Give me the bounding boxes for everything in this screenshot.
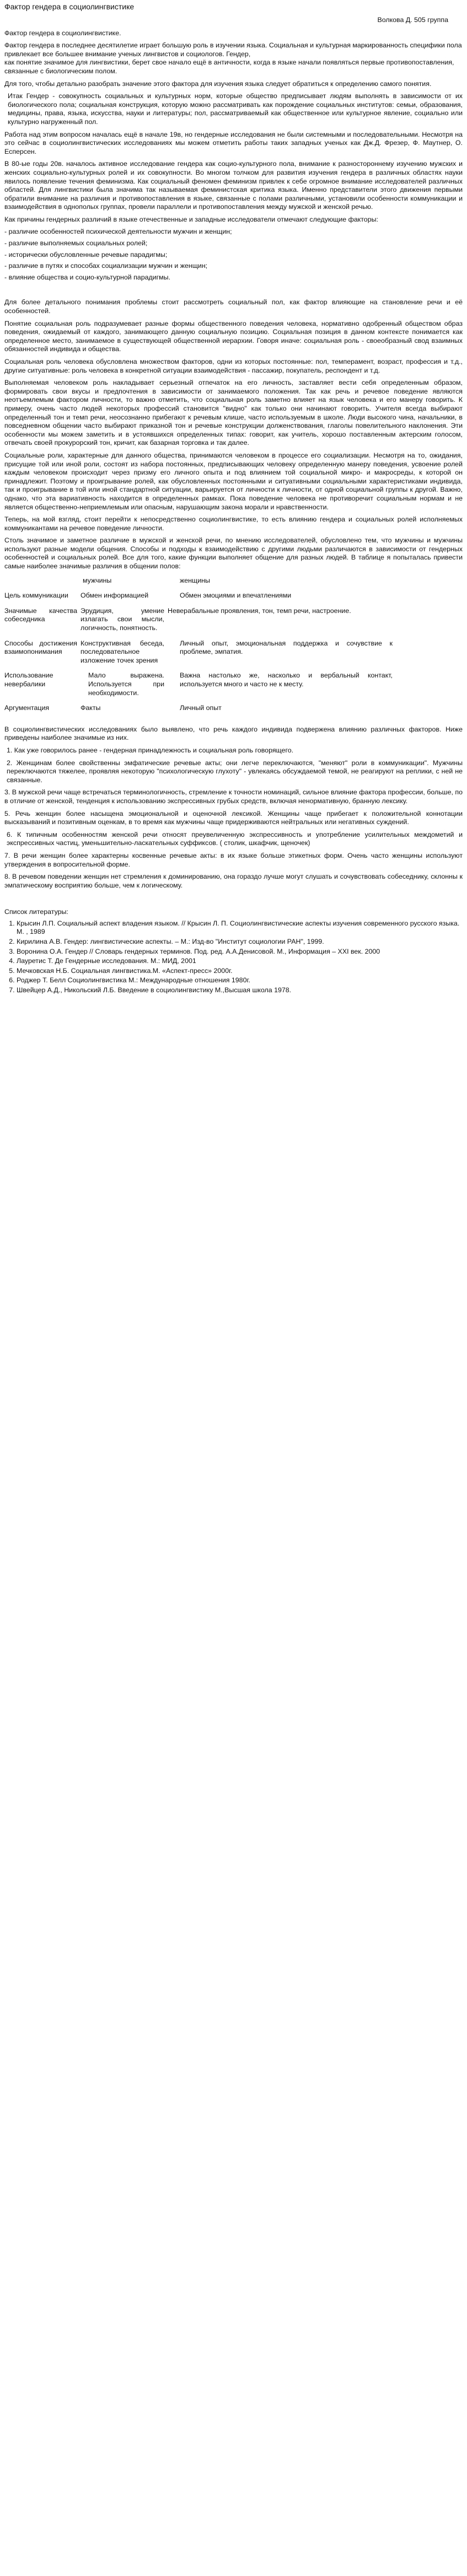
paragraph-transition: Теперь, на мой взгляд, стоит перейти к непосредственно социолингвистике, то есть влиянию гендера и социальных ролей исполняемых коммуникантами на речевое поведение личности. xyxy=(4,515,463,532)
comparison-table xyxy=(4,575,396,718)
paragraph-goal: Для того, чтобы детально разобрать значение этого фактора для изучения языка следует обратиться к определению самого понятия. xyxy=(4,79,432,88)
reference-item: 1. Крысин Л.П. Социальный аспект владения языком. // Крысин Л. П. Социолингвистические аспекты изучения современного русского языка. М. , 1989 xyxy=(17,919,463,937)
intro-line: как понятие значимое для лингвистики, берет свое начало ещё в античности, когда в языке начали появляться первые противопоставления, xyxy=(4,58,454,67)
list-item: - влияние общества и социо-культурной парадигмы. xyxy=(4,273,171,281)
table-cell: Эрудиция, умение излагать свои мысли, логичность, понятность. xyxy=(80,606,164,632)
table-cell: Личный опыт, эмоциональная поддержка и сочувствие к проблеме, эмпатия. xyxy=(180,639,393,656)
paragraph-feminism: В 80-ые годы 20в. началось активное исследование гендера как социо-культурного пола, внимание к разностороннему изучению мужских и женских социально-культурных ролей и их совокупности. Во многом толчком для развития изучения гендера в различных областях науки явилось появление течения феминизма. Как социальный феномен феминизм привлек к себе огромное внимание исследователей различных областей. Для лингвистики была значима так называемая феминистская критика языка. Именно представители этого движения первыми обратили внимание на различия и противопоставления в языке, связанные с полами различными, установили особенности коммуникации и взаимодействия в однополых группах, провели параллели и противопоставления между мужской и женской речью. xyxy=(4,160,463,211)
spacer xyxy=(4,894,463,908)
table-header-cell: женщины xyxy=(180,576,210,584)
list-item: 6. К типичным особенностям женской речи относят преувеличенную экспрессивность и употребление усилительных междометий и экспрессивных частиц, уменьшительно-ласкательных суффиксов. ( столик, шкафчик, щеночек) xyxy=(7,830,463,847)
paragraph-male-female: Столь значимое и заметное различие в мужской и женской речи, по мнению исследователей, обусловлено тем, что мужчины и мужчины используют разные модели общения. Способы и подходы к взаимодействию с другими людьми различаются в зависимости от гендерных особенностей и социальных ролей. Все для того, какие функции выполняет общение для разных людей. В таблице я попыталась привести самые наиболее значимые различия в общении полов: xyxy=(4,536,463,571)
list-item: - различие особенностей психической деятельности мужчин и женщин; xyxy=(4,228,232,236)
list-item: 1. Как уже говорилось ранее - гендерная принадлежность и социальная роль говорящего. xyxy=(7,746,294,754)
list-item: 3. В мужской речи чаще встречаться терминологичность, стремление к точности номинаций, сильное влияние фактора профессии, больше, по в отличие от женской, тенденция к использованию экспрессивных грубых средств, включая ненормативную, бранную лексику. xyxy=(4,788,463,805)
reference-item: 2. Кирилина А.В. Гендер: лингвистические аспекты. – М.: Изд-во "Институт социологии РАН", 1999. xyxy=(17,938,463,946)
paragraph-research: В социолингвистических исследованиях было выявлено, что речь каждого индивида подвержена влиянию различных факторов. Ниже приведены наиболее значимые из них. xyxy=(4,725,463,742)
page-title: Фактор гендера в социолингвистике xyxy=(4,2,135,11)
intro-block xyxy=(4,29,463,76)
table-cell: Значимые качества собеседника xyxy=(4,606,77,623)
paragraph-history: Работа над этим вопросом началась ещё в начале 19в, но гендерные исследования не были системными и последовательными. Несмотря на это сейчас в социолингвистических исследованиях мы можем отметить работы таких западных ученых как Дж.Д. Фрезер, Ф. Маутнер, О. Есперсен. xyxy=(4,130,463,155)
paragraph-social-role: Понятие социальная роль подразумевает разные формы общественного поведения человека, нормативно одобренный обществом образ поведения, ожидаемый от каждого, занимающего данную социальную позицию. Социальная позиция в данном контексте понимается как определенное место, занимаемое в существующей общественной иерархии. Говоря иначе: социальная роль - своеобразный свод взаимных обязанностей индивида и общества. xyxy=(4,319,463,353)
list-item: 5. Речь женщин более насыщена эмоциональной и оценочной лексикой. Женщины чаще прибегает к положительной коннотации высказываний и позитивным оценкам, в то время как мужчины чаще придерживаются нейтральных или негативных суждений. xyxy=(4,809,463,826)
table-cell: Важна настолько же, насколько и вербальный контакт, используется много и часто не к месту. xyxy=(180,671,393,688)
document-page xyxy=(0,0,467,1008)
reference-item: 4. Лауретис Т. Де Гендерные исследования. М.: МИД, 2001 xyxy=(17,957,463,966)
table-row xyxy=(4,702,396,718)
reference-item: 3. Воронина О.А. Гендер // Словарь гендерных терминов. Под. ред. А.А.Денисовой. М., Информация – XXI век. 2000 xyxy=(17,948,463,956)
table-cell: Обмен информацией xyxy=(80,591,149,600)
points-list xyxy=(4,746,463,890)
table-header-cell: мужчины xyxy=(83,576,112,584)
paragraph-socialization: Социальные роли, характерные для данного общества, принимаются человеком в процессе его социализации. Несмотря на то, ожидания, присущие той или иной роли, состоят из набора постоянных, предписывающих человеку определенную манеру поведения, усвоение ролей каждым человеком происходит через призму его личного опыта и под влиянием той социальной микро- и макросреды, к которой он принадлежит. Поэтому и проигрывание ролей, как обусловленных постоянными и ситуативными социальными характеристиками индивида, так и проигрывание в той или иной стандартной ситуации, варьируется от личности к личности, от одной социальной группы к другой. Важно, однако, что эта вариативность находится в определенных рамках. Пока поведение человека не противоречит социальным нормам и не является общественно-неприемлемым или опасным, нарушающим закона морали и нравственности. xyxy=(4,451,463,511)
table-row xyxy=(4,605,396,638)
table-row xyxy=(4,638,396,670)
table-header-cell xyxy=(4,575,80,590)
list-item: - исторически обусловленные речевые парадигмы; xyxy=(4,250,168,259)
author-line: Волкова Д. 505 группа xyxy=(377,16,448,24)
table-cell: Неверабальные проявления, тон, темп речи, настроение. xyxy=(168,606,351,615)
table-row xyxy=(4,670,396,702)
list-item: - различие выполняемых социальных ролей; xyxy=(4,239,148,248)
table-cell: Цель коммуникации xyxy=(4,591,68,600)
table-cell: Личный опыт xyxy=(180,704,222,712)
list-item: 2. Женщинам более свойственны эмфатические речевые акты; они легче переключаются, "меняют" роли в коммуникации". Мужчины переключаются тяжелее, проявляя некоторую "психологическую глухоту" - увлекаясь обсуждаемой темой, не реагируют на реплики, с ней не связанные. xyxy=(7,759,463,784)
references-title: Список литературы: xyxy=(4,908,68,916)
spacer xyxy=(4,286,463,298)
table-header-row xyxy=(4,575,396,590)
paragraph-causes-intro: Как причины гендерных различий в языке отечественные и западные исследователи отмечают следующие факторы: xyxy=(4,215,378,223)
table-row xyxy=(4,590,396,605)
factors-list xyxy=(4,228,463,282)
list-item: 7. В речи женщин более характерны косвенные речевые акты: в их языке больше этикетных форм. Очень часто женщины используют утверждения в вопросительной форме. xyxy=(4,851,463,868)
reference-item: 6. Роджер Т. Белл Социолингвистика М.: Международные отношения 1980г. xyxy=(17,976,463,985)
paragraph-role-factors: Социальная роль человека обусловлена множеством факторов, одни из которых постоянные: пол, темперамент, возраст, профессия и т.д., другие ситуативные: роль человека в конкретной ситуации взаимодействия - пассажир, покупатель, респондент и т.д. xyxy=(4,358,463,374)
table-cell: Конструктивная беседа, последовательное изложение точек зрения xyxy=(80,639,164,664)
references-list xyxy=(4,919,463,995)
table-cell: Мало выражена. Используется при необходимости. xyxy=(88,671,164,697)
list-item: 8. В речевом поведении женщин нет стремления к доминированию, она гораздо лучше могут слушать и сочувствовать собеседнику, склонны к эмпатическому восприятию больше, чем к логическому. xyxy=(4,873,463,889)
paragraph-detail: Для более детального понимания проблемы стоит рассмотреть социальный пол, как фактор влияющие на становление речи и её особенностей. xyxy=(4,298,463,315)
table-cell: Использование невербалики xyxy=(4,671,53,688)
intro-line: Фактор гендера в социолингвистике. xyxy=(4,29,121,37)
intro-line: Фактор гендера в последнее десятилетие играет большую роль в изучении языка. Социальная и культурная маркированность специфики пола привлекает все большее внимание ученых лингвистов и социологов. Гендер, xyxy=(4,41,462,58)
list-item: - различие в путях и способах социализации мужчин и женщин; xyxy=(4,262,208,270)
paragraph-definition: Итак Гендер - совокупность социальных и культурных норм, которые общество предписывает людям выполнять в зависимости от их биологического пола; социальная конструкция, которую можно рассматривать как порождение социальных институтов: семьи, образования, медицины, права, языка, искусства, науки и литературы; пол, рассматриваемый как общественное или культурное явление, социально или культурно нагруженный пол. xyxy=(8,92,463,126)
table-cell: Способы достижения взаимопонимания xyxy=(4,639,77,656)
table-cell: Обмен эмоциями и впечатлениями xyxy=(180,591,292,600)
table-cell: Аргументация xyxy=(4,704,50,712)
intro-line: связанные с биологическим полом. xyxy=(4,67,117,75)
reference-item: 7. Швейцер А.Д., Никольский Л.Б. Введение в социолингвистику М.,Высшая школа 1978. xyxy=(17,986,463,995)
table-cell: Факты xyxy=(80,704,101,712)
paragraph-role-imprint: Выполняемая человеком роль накладывает серьезный отпечаток на его личность, заставляет вести себя определенным образом, формировать свои вкусы и предпочтения в зависимости от занимаемого положения. Так как речь и речевое поведение являются неотъемлемым фактором личности, то важно отметить, что социальная роль заметно влияет на язык человека и его манеру говорить. К примеру, очень часто людей некоторых профессий становится "видно" как только они начинают говорить. Учителя всегда выбирают определенный тон и темп речи, неосознанно прибегают к речевым клише, часто используемым в школе. Люди высокого чина, начальники, в повседневном общении часто выбирают приказной тон и речевые конструкции долженствования, глаголы повелительного наклонения. Эти особенности мы можем заметить и в устоявшихся определенных типах: говорит, как учитель, хорошо поставленным актерским голосом, отвечать своей прокурорский тон, кричит, как базарная торговка и так далее. xyxy=(4,379,463,447)
reference-item: 5. Мечковская Н.Б. Социальная лингвистика.М. «Аспект-пресс» 2000г. xyxy=(17,967,463,976)
